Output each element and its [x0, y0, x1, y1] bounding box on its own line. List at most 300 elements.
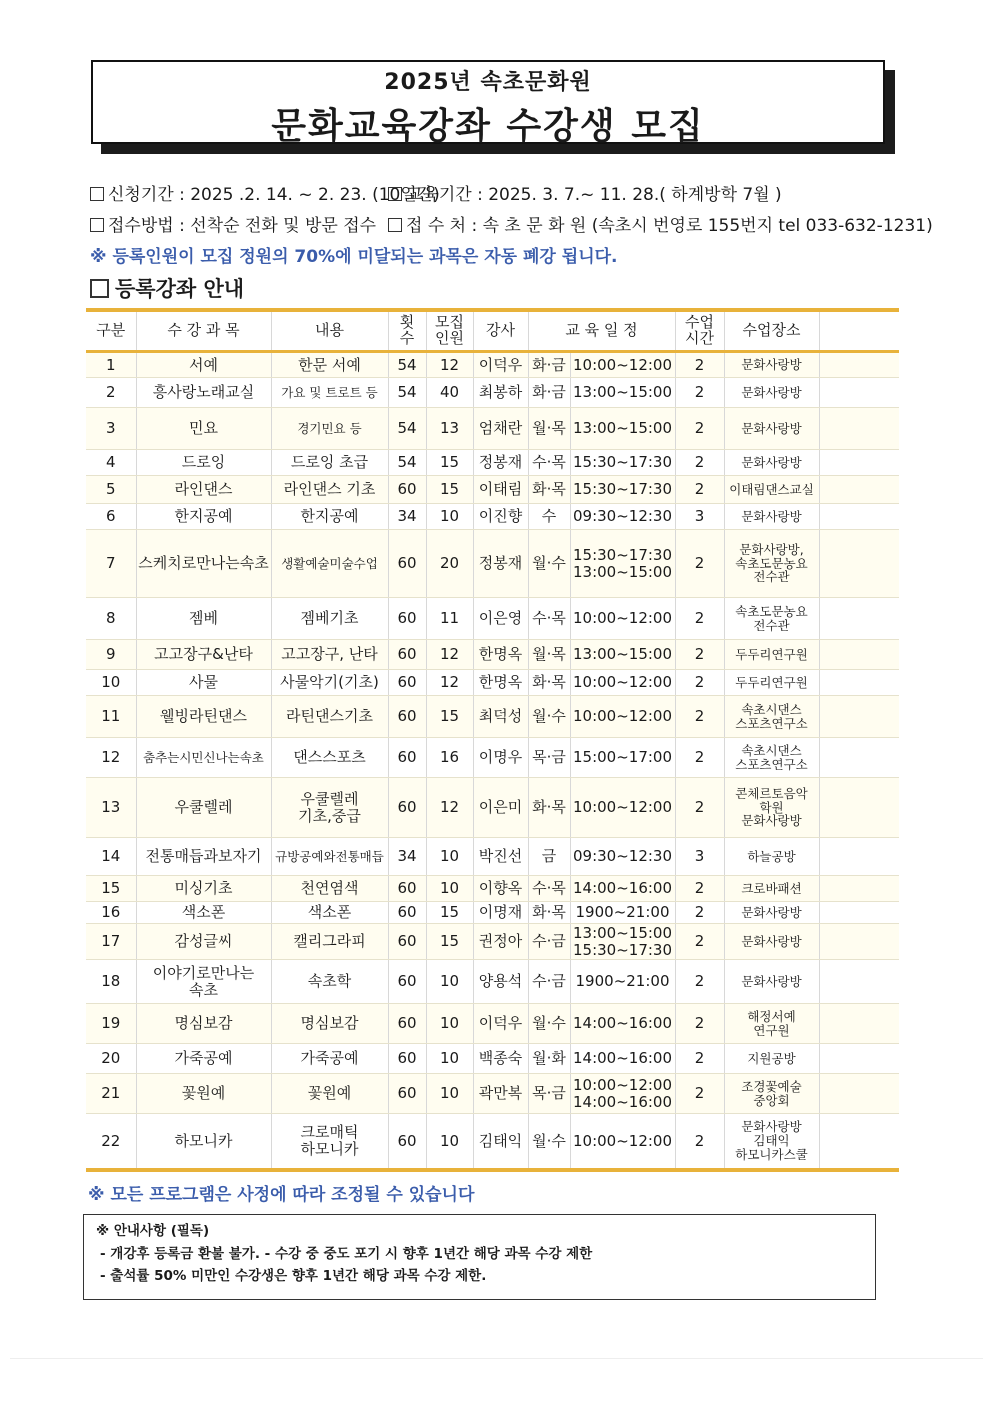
cell-content: 크로매틱 하모니카 [271, 1114, 388, 1170]
cell-capacity: 20 [426, 530, 473, 598]
cell-days: 화·목 [528, 476, 570, 504]
cell-count: 60 [388, 530, 426, 598]
cell-time: 13:00~15:00 [570, 640, 675, 670]
cell-hours: 2 [675, 352, 724, 378]
cell-no: 9 [86, 640, 136, 670]
cell-spacer [819, 902, 899, 924]
cell-hours: 2 [675, 450, 724, 476]
info-row-2 [90, 211, 933, 236]
apply-period: 신청기간 : 2025 .2. 14. ~ 2. 23. (10일간) [108, 185, 440, 205]
table-row [86, 696, 899, 738]
cell-no: 14 [86, 838, 136, 876]
table-row [86, 530, 899, 598]
cell-course: 고고장구&난타 [136, 640, 271, 670]
cell-course: 하모니카 [136, 1114, 271, 1170]
edu-period-wrap [388, 180, 782, 205]
cell-capacity: 10 [426, 1114, 473, 1170]
cell-content: 생활예술미술수업 [271, 530, 388, 598]
cell-capacity: 11 [426, 598, 473, 640]
cell-spacer [819, 1004, 899, 1044]
cell-days: 수·금 [528, 960, 570, 1004]
cell-count: 60 [388, 476, 426, 504]
header-teacher: 강사 [473, 310, 528, 352]
cell-capacity: 10 [426, 504, 473, 530]
cell-place: 문화사랑방 김태익 하모니카스쿨 [724, 1114, 819, 1170]
cell-count: 60 [388, 924, 426, 960]
cell-course: 색소폰 [136, 902, 271, 924]
table-row [86, 1044, 899, 1074]
cell-time: 10:00~12:00 [570, 352, 675, 378]
cell-time: 1900~21:00 [570, 960, 675, 1004]
cell-days: 월·목 [528, 408, 570, 450]
cell-spacer [819, 838, 899, 876]
cell-spacer [819, 598, 899, 640]
cell-teacher: 정봉재 [473, 530, 528, 598]
cell-count: 60 [388, 640, 426, 670]
cell-no: 3 [86, 408, 136, 450]
header-hours: 수업시간 [675, 310, 724, 352]
cell-place: 두두리연구원 [724, 670, 819, 696]
cell-count: 60 [388, 1044, 426, 1074]
cell-course: 꽃원예 [136, 1074, 271, 1114]
cell-course: 스케치로만나는속초 [136, 530, 271, 598]
cell-content: 속초학 [271, 960, 388, 1004]
cell-no: 10 [86, 670, 136, 696]
cell-course: 우쿨렐레 [136, 778, 271, 838]
cell-days: 금 [528, 838, 570, 876]
cell-hours: 2 [675, 1114, 724, 1170]
cell-days: 목·금 [528, 738, 570, 778]
cell-course: 감성글씨 [136, 924, 271, 960]
checkbox-icon [388, 187, 402, 201]
cell-spacer [819, 504, 899, 530]
cell-time: 13:00~15:00 [570, 408, 675, 450]
cell-capacity: 10 [426, 876, 473, 902]
cell-count: 60 [388, 598, 426, 640]
cell-hours: 2 [675, 670, 724, 696]
cell-no: 19 [86, 1004, 136, 1044]
cell-hours: 3 [675, 504, 724, 530]
cell-teacher: 곽만복 [473, 1074, 528, 1114]
cell-days: 목·금 [528, 1074, 570, 1114]
table-row [86, 640, 899, 670]
cell-course: 한지공예 [136, 504, 271, 530]
cell-place: 두두리연구원 [724, 640, 819, 670]
cell-capacity: 15 [426, 924, 473, 960]
cell-days: 화·목 [528, 670, 570, 696]
cell-content: 한문 서예 [271, 352, 388, 378]
cell-content: 가요 및 트로트 등 [271, 378, 388, 408]
cell-count: 60 [388, 876, 426, 902]
cell-teacher: 이은영 [473, 598, 528, 640]
cell-hours: 2 [675, 1004, 724, 1044]
page-title: 문화교육강좌 수강생 모집 [271, 106, 705, 147]
cell-count: 54 [388, 408, 426, 450]
cell-teacher: 이은미 [473, 778, 528, 838]
cell-content: 젬베기초 [271, 598, 388, 640]
guide-line-1: - 개강후 등록금 환불 불가. - 수강 중 중도 포기 시 향후 1년간 해당 과목 수강 제한 [100, 1246, 593, 1262]
cell-spacer [819, 352, 899, 378]
cell-teacher: 최봉하 [473, 378, 528, 408]
cell-spacer [819, 530, 899, 598]
cell-capacity: 10 [426, 838, 473, 876]
header-course: 수 강 과 목 [136, 310, 271, 352]
header-no: 구분 [86, 310, 136, 352]
cell-capacity: 15 [426, 902, 473, 924]
apply-place-wrap [388, 211, 933, 236]
cell-course: 사물 [136, 670, 271, 696]
cell-place: 속초시댄스 스포츠연구소 [724, 738, 819, 778]
cell-content: 천연염색 [271, 876, 388, 902]
cell-hours: 3 [675, 838, 724, 876]
table-row [86, 598, 899, 640]
table-row [86, 902, 899, 924]
cell-teacher: 이명재 [473, 902, 528, 924]
cell-no: 7 [86, 530, 136, 598]
cell-capacity: 10 [426, 1074, 473, 1114]
cell-hours: 2 [675, 476, 724, 504]
cell-spacer [819, 1074, 899, 1114]
cell-hours: 2 [675, 778, 724, 838]
cell-place: 콘체르토음악 학원 문화사랑방 [724, 778, 819, 838]
cell-course: 춤추는시민신나는속초 [136, 738, 271, 778]
apply-method: 접수방법 : 선착순 전화 및 방문 접수 [108, 216, 377, 236]
cell-teacher: 최덕성 [473, 696, 528, 738]
table-row [86, 1114, 899, 1170]
cell-content: 라틴댄스기초 [271, 696, 388, 738]
edu-period: 교육기간 : 2025. 3. 7.~ 11. 28.( 하계방학 7월 ) [406, 185, 782, 205]
cell-spacer [819, 876, 899, 902]
cell-days: 월·수 [528, 530, 570, 598]
info-row-1 [90, 180, 782, 205]
cell-hours: 2 [675, 408, 724, 450]
checkbox-icon [90, 279, 109, 298]
cell-time: 1900~21:00 [570, 902, 675, 924]
table-row [86, 738, 899, 778]
cell-days: 월·목 [528, 640, 570, 670]
table-row [86, 504, 899, 530]
cell-capacity: 15 [426, 476, 473, 504]
cell-count: 54 [388, 352, 426, 378]
cell-count: 60 [388, 1004, 426, 1044]
cell-no: 5 [86, 476, 136, 504]
cell-capacity: 15 [426, 450, 473, 476]
cell-place: 문화사랑방 [724, 924, 819, 960]
cell-time: 15:30~17:30 13:00~15:00 [570, 530, 675, 598]
cell-place: 속초시댄스 스포츠연구소 [724, 696, 819, 738]
table-row [86, 352, 899, 378]
table-row [86, 476, 899, 504]
cell-course: 이야기로만나는 속초 [136, 960, 271, 1004]
cell-hours: 2 [675, 902, 724, 924]
cell-course: 젬베 [136, 598, 271, 640]
table-row [86, 1004, 899, 1044]
cell-count: 54 [388, 450, 426, 476]
cell-hours: 2 [675, 598, 724, 640]
cell-course: 흥사랑노래교실 [136, 378, 271, 408]
cell-content: 댄스스포츠 [271, 738, 388, 778]
cell-content: 드로잉 초급 [271, 450, 388, 476]
cell-capacity: 12 [426, 670, 473, 696]
course-table [86, 308, 899, 1172]
cell-spacer [819, 960, 899, 1004]
cell-teacher: 이태림 [473, 476, 528, 504]
cell-place: 하늘공방 [724, 838, 819, 876]
cell-time: 15:30~17:30 [570, 450, 675, 476]
cell-hours: 2 [675, 924, 724, 960]
cell-days: 수·목 [528, 598, 570, 640]
cell-content: 캘리그라피 [271, 924, 388, 960]
cell-days: 화·금 [528, 378, 570, 408]
cell-hours: 2 [675, 530, 724, 598]
cell-spacer [819, 738, 899, 778]
cell-place: 해정서예 연구원 [724, 1004, 819, 1044]
cell-teacher: 이향옥 [473, 876, 528, 902]
cell-capacity: 10 [426, 1044, 473, 1074]
cell-teacher: 이덕우 [473, 1004, 528, 1044]
cell-place: 문화사랑방 [724, 378, 819, 408]
table-row [86, 378, 899, 408]
cell-capacity: 15 [426, 696, 473, 738]
guide-line-2: - 출석률 50% 미만인 수강생은 향후 1년간 해당 과목 수강 제한. [100, 1268, 487, 1284]
cell-time: 10:00~12:00 [570, 778, 675, 838]
cell-content: 색소폰 [271, 902, 388, 924]
cell-teacher: 한명옥 [473, 670, 528, 696]
header-capacity: 모집인원 [426, 310, 473, 352]
table-row [86, 960, 899, 1004]
cell-no: 15 [86, 876, 136, 902]
cell-no: 21 [86, 1074, 136, 1114]
cell-time: 13:00~15:00 [570, 378, 675, 408]
checkbox-icon [90, 187, 104, 201]
cell-count: 60 [388, 1074, 426, 1114]
table-row [86, 838, 899, 876]
cell-place: 문화사랑방 [724, 352, 819, 378]
guide-box [83, 1214, 876, 1300]
table-row [86, 876, 899, 902]
cell-time: 15:30~17:30 [570, 476, 675, 504]
cell-course: 미싱기초 [136, 876, 271, 902]
cell-place: 문화사랑방 [724, 960, 819, 1004]
cell-time: 14:00~16:00 [570, 1004, 675, 1044]
cell-time: 10:00~12:00 [570, 670, 675, 696]
cell-time: 15:00~17:00 [570, 738, 675, 778]
cell-place: 문화사랑방 [724, 408, 819, 450]
cell-spacer [819, 1044, 899, 1074]
cell-place: 문화사랑방 [724, 450, 819, 476]
cell-no: 2 [86, 378, 136, 408]
cell-count: 34 [388, 838, 426, 876]
cell-spacer [819, 696, 899, 738]
cell-course: 명심보감 [136, 1004, 271, 1044]
cell-capacity: 16 [426, 738, 473, 778]
cell-spacer [819, 778, 899, 838]
cell-course: 라인댄스 [136, 476, 271, 504]
cell-spacer [819, 1114, 899, 1170]
cell-days: 수·목 [528, 450, 570, 476]
cell-days: 수·금 [528, 924, 570, 960]
cell-capacity: 10 [426, 960, 473, 1004]
cell-teacher: 백종숙 [473, 1044, 528, 1074]
cell-spacer [819, 670, 899, 696]
cell-count: 60 [388, 670, 426, 696]
cell-time: 14:00~16:00 [570, 1044, 675, 1074]
table-header-row [86, 310, 899, 352]
cell-hours: 2 [675, 378, 724, 408]
cell-hours: 2 [675, 876, 724, 902]
header-place: 수업장소 [724, 310, 819, 352]
cell-spacer [819, 476, 899, 504]
cell-days: 월·수 [528, 1114, 570, 1170]
cell-course: 서예 [136, 352, 271, 378]
cell-time: 13:00~15:00 15:30~17:30 [570, 924, 675, 960]
cell-time: 09:30~12:30 [570, 504, 675, 530]
cell-teacher: 엄채란 [473, 408, 528, 450]
cell-days: 월·수 [528, 696, 570, 738]
cell-content: 라인댄스 기초 [271, 476, 388, 504]
cell-spacer [819, 640, 899, 670]
cell-teacher: 이명우 [473, 738, 528, 778]
title-box [91, 60, 885, 147]
guide-title: ※ 안내사항 (필독) [96, 1223, 210, 1239]
cell-no: 16 [86, 902, 136, 924]
title-year: 2025년 속초문화원 [384, 70, 592, 95]
cell-count: 60 [388, 778, 426, 838]
cell-count: 60 [388, 1114, 426, 1170]
cell-spacer [819, 408, 899, 450]
cell-place: 크로바패션 [724, 876, 819, 902]
section-title: 등록강좌 안내 [115, 277, 245, 301]
cell-teacher: 이진향 [473, 504, 528, 530]
section-heading [90, 273, 244, 303]
cell-place: 조경꽃예술 중앙회 [724, 1074, 819, 1114]
cell-place: 지원공방 [724, 1044, 819, 1074]
header-content: 내용 [271, 310, 388, 352]
cell-content: 가죽공예 [271, 1044, 388, 1074]
cell-hours: 2 [675, 738, 724, 778]
cell-teacher: 양용석 [473, 960, 528, 1004]
cell-place: 속초도문농요 전수관 [724, 598, 819, 640]
apply-place: 접 수 처 : 속 초 문 화 원 (속초시 번영로 155번지 tel 033-632-1231) [406, 216, 933, 236]
cell-no: 4 [86, 450, 136, 476]
cell-capacity: 40 [426, 378, 473, 408]
checkbox-icon [90, 218, 104, 232]
cell-course: 웰빙라틴댄스 [136, 696, 271, 738]
cell-no: 12 [86, 738, 136, 778]
cell-days: 수·목 [528, 876, 570, 902]
cell-place: 문화사랑방 [724, 902, 819, 924]
cell-course: 전통매듭과보자기 [136, 838, 271, 876]
cell-content: 고고장구, 난타 [271, 640, 388, 670]
cell-teacher: 한명옥 [473, 640, 528, 670]
cell-hours: 2 [675, 640, 724, 670]
header-schedule: 교 육 일 정 [528, 310, 675, 352]
cell-teacher: 박진선 [473, 838, 528, 876]
table-row [86, 408, 899, 450]
cell-no: 22 [86, 1114, 136, 1170]
cell-no: 11 [86, 696, 136, 738]
cell-days: 화·목 [528, 902, 570, 924]
cell-teacher: 이덕우 [473, 352, 528, 378]
table-row [86, 924, 899, 960]
cell-course: 민요 [136, 408, 271, 450]
cell-teacher: 김태익 [473, 1114, 528, 1170]
cell-spacer [819, 378, 899, 408]
cell-no: 13 [86, 778, 136, 838]
cell-count: 60 [388, 960, 426, 1004]
cell-capacity: 10 [426, 1004, 473, 1044]
cell-no: 20 [86, 1044, 136, 1074]
cell-hours: 2 [675, 696, 724, 738]
cell-hours: 2 [675, 960, 724, 1004]
cell-count: 34 [388, 504, 426, 530]
cell-no: 1 [86, 352, 136, 378]
cell-time: 10:00~12:00 [570, 598, 675, 640]
cell-hours: 2 [675, 1074, 724, 1114]
cell-capacity: 13 [426, 408, 473, 450]
cell-count: 54 [388, 378, 426, 408]
cell-content: 우쿨렐레 기초,중급 [271, 778, 388, 838]
cell-time: 10:00~12:00 14:00~16:00 [570, 1074, 675, 1114]
course-rows [86, 352, 899, 1170]
footer-note: ※ 모든 프로그램은 사정에 따라 조정될 수 있습니다 [88, 1185, 475, 1205]
cell-days: 화·금 [528, 352, 570, 378]
cell-time: 14:00~16:00 [570, 876, 675, 902]
cell-content: 규방공예와전통매듭 [271, 838, 388, 876]
cell-time: 10:00~12:00 [570, 1114, 675, 1170]
cell-teacher: 권정아 [473, 924, 528, 960]
cell-content: 명심보감 [271, 1004, 388, 1044]
cell-spacer [819, 450, 899, 476]
cell-content: 한지공예 [271, 504, 388, 530]
divider [10, 1358, 983, 1359]
table-row [86, 778, 899, 838]
cell-course: 드로잉 [136, 450, 271, 476]
cell-count: 60 [388, 738, 426, 778]
cell-course: 가죽공예 [136, 1044, 271, 1074]
cell-time: 10:00~12:00 [570, 696, 675, 738]
cell-days: 수 [528, 504, 570, 530]
cell-spacer [819, 924, 899, 960]
table-row [86, 670, 899, 696]
cell-days: 월·화 [528, 1044, 570, 1074]
checkbox-icon [388, 218, 402, 232]
cell-no: 6 [86, 504, 136, 530]
cell-content: 꽃원예 [271, 1074, 388, 1114]
cell-capacity: 12 [426, 352, 473, 378]
cell-days: 월·수 [528, 1004, 570, 1044]
cell-count: 60 [388, 902, 426, 924]
cell-no: 18 [86, 960, 136, 1004]
cell-place: 문화사랑방, 속초도문농요 전수관 [724, 530, 819, 598]
cell-days: 화·목 [528, 778, 570, 838]
cell-hours: 2 [675, 1044, 724, 1074]
cell-capacity: 12 [426, 640, 473, 670]
cell-teacher: 정봉재 [473, 450, 528, 476]
cell-capacity: 12 [426, 778, 473, 838]
header-spacer [819, 310, 899, 352]
cell-no: 17 [86, 924, 136, 960]
cell-count: 60 [388, 696, 426, 738]
cell-content: 경기민요 등 [271, 408, 388, 450]
cell-content: 사물악기(기초) [271, 670, 388, 696]
cell-no: 8 [86, 598, 136, 640]
cell-place: 이태림댄스교실 [724, 476, 819, 504]
cell-time: 09:30~12:30 [570, 838, 675, 876]
header-count: 횟수 [388, 310, 426, 352]
cancellation-notice: ※ 등록인원이 모집 정원의 70%에 미달되는 과목은 자동 폐강 됩니다. [90, 247, 618, 267]
table-row [86, 450, 899, 476]
